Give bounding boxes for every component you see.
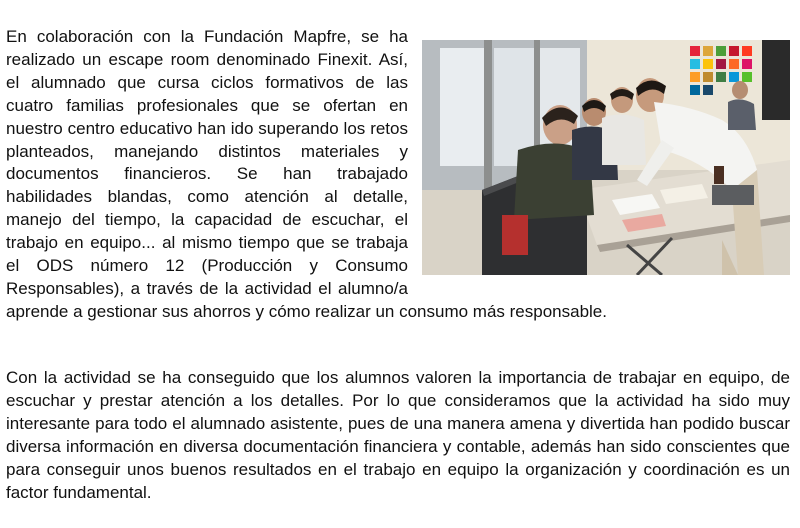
sdg-tile bbox=[729, 72, 739, 82]
sdg-tile bbox=[690, 46, 700, 56]
sdg-tile bbox=[729, 46, 739, 56]
classroom-photo bbox=[422, 40, 790, 275]
sdg-tile bbox=[690, 59, 700, 69]
sdg-tile bbox=[742, 46, 752, 56]
sdg-tile bbox=[716, 46, 726, 56]
paragraph-2: Con la actividad se ha conseguido que los alumnos valoren la importancia de trabajar en equipo, de escuchar y prestar atención a los detalles. Por lo que consideramos que la actividad ha sido muy interesante para todo el alumnado asistente, pues de una manera amena y divertida han podido buscar diversa información en diversa documentación financiera y contable, además han sido conscientes que para conseguir unos buenos resultados en el trabajo en equipo la organización y coordinación es un factor fundamental. bbox=[6, 368, 790, 502]
sdg-tile bbox=[729, 59, 739, 69]
sdg-tile bbox=[716, 72, 726, 82]
sdg-tile bbox=[703, 72, 713, 82]
paragraph-1-text: En colaboración con la Fundación Mapfre, se ha realizado un escape room denominado Finexit. Así, el alumnado que cursa ciclos formativos de las cuatro familias profesionales que se ofertan en nuestro centro educativo han ido superando los retos planteados, manejando distintos materiales y documentos financieros. Se han trabajado habilidades blandas, como atención al detalle, manejo del tiempo, la capacidad de escuchar, el trabajo en equipo... al mismo tiempo que se trabaja el ODS número 12 (Producción y Consumo Responsables), a través de la actividad el alumno/a aprende a gestionar sus ahorros y cómo realizar un consumo más responsable. bbox=[6, 27, 607, 321]
sdg-tile bbox=[703, 46, 713, 56]
sdg-tile bbox=[703, 85, 713, 95]
sdg-tile bbox=[690, 85, 700, 95]
sdg-tile bbox=[690, 72, 700, 82]
classroom-photo-illustration bbox=[422, 40, 790, 275]
sdg-tile bbox=[742, 72, 752, 82]
sdg-tile bbox=[716, 59, 726, 69]
sdg-tile bbox=[742, 59, 752, 69]
paragraph-1 bbox=[6, 26, 790, 324]
sdg-tile bbox=[703, 59, 713, 69]
